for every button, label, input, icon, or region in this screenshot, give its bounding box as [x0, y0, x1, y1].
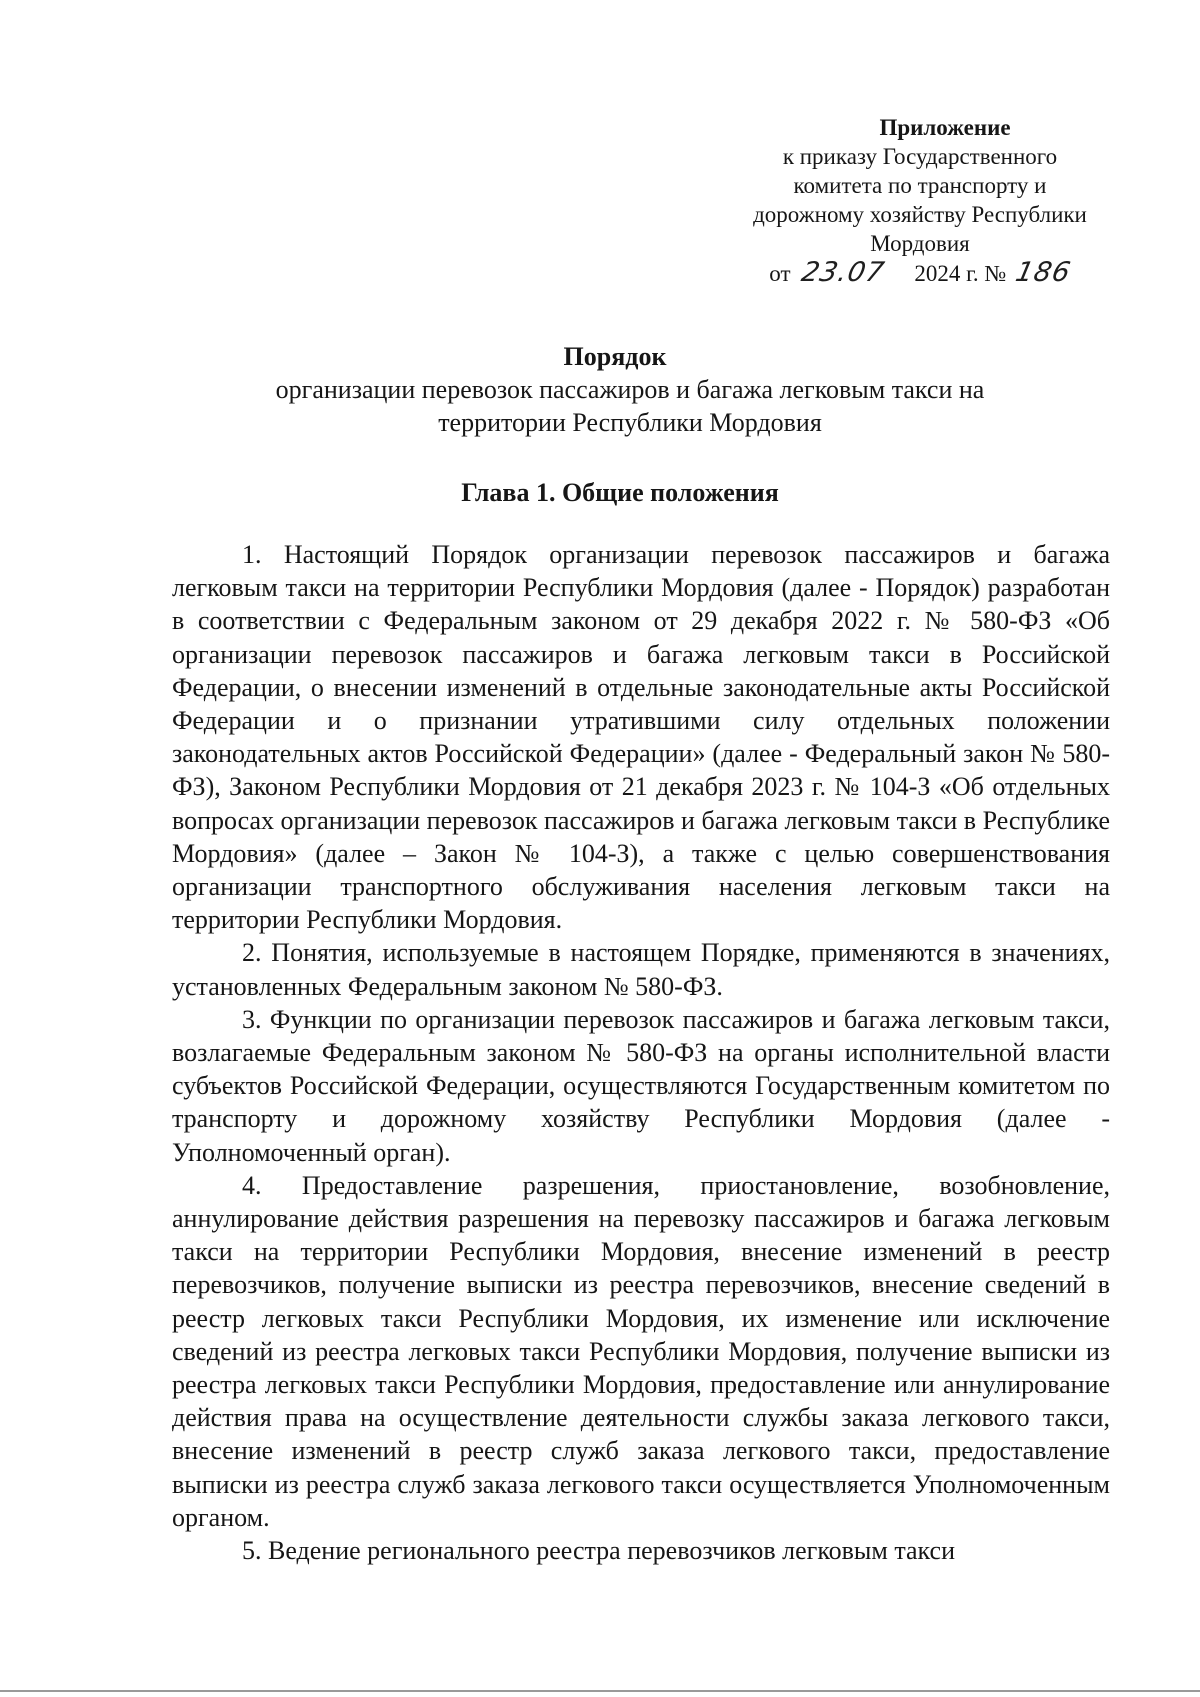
paragraph-1: 1. Настоящий Порядок организации перевозок пассажиров и багажа легковым такси на территории Республики Мордовия (далее - Порядок) разработан в соответствии с Федеральным законом от 29 декабря 2022 г. № 580-ФЗ «Об организации перевозок пассажиров и багажа легковым такси в Российской Федерации, о внесении изменений в отдельные законодательные акты Российской Федерации и о признании утратившими силу отдельных положении законодательных актов Российской Федерации» (далее - Федеральный закон № 580-ФЗ), Законом Республики Мордовия от 21 декабря 2023 г. № 104-З «Об отдельных вопросах организации перевозок пассажиров и багажа легковым такси в Республике Мордовия» (далее – Закон № 104-З), а также с целью совершенствования организации транспортного обслуживания населения легковым такси на территории Республики Мордовия.: [172, 540, 1110, 935]
paragraph-4: 4. Предоставление разрешения, приостановление, возобновление, аннулирование действия разрешения на перевозку пассажиров и багажа легковым такси на территории Республики Мордовия, внесение изменений в реестр перевозчиков, получение выписки из реестра перевозчиков, внесение сведений в реестр легковых такси Республики Мордовия, их изменение или исключение сведений из реестра легковых такси Республики Мордовия, получение выписки из реестра легковых такси Республики Мордовия, предоставление или аннулирование действия права на осуществление деятельности службы заказа легкового такси, внесение изменений в реестр служб заказа легкового такси, предоставление выписки из реестра служб заказа легкового такси осуществляется Уполномоченным органом.: [172, 1170, 1110, 1532]
approval-line-4: Мордовия: [870, 231, 970, 256]
chapter-heading: Глава 1. Общие положения: [461, 478, 779, 507]
document-subtitle-line-1: организации перевозок пассажиров и багажа легковым такси на: [275, 375, 985, 404]
approval-block: [730, 113, 1110, 290]
approval-line-1: к приказу Государственного: [782, 144, 1058, 169]
approval-date-prefix: от: [769, 261, 791, 286]
approval-line-3: дорожному хозяйству Республики: [753, 202, 1087, 227]
approval-line-2: комитета по транспорту и: [793, 173, 1047, 198]
handwritten-date: 23.07: [799, 257, 888, 288]
document-subtitle-line-2: территории Республики Мордовия: [438, 408, 822, 437]
handwritten-order-number: 186: [1012, 257, 1074, 288]
approval-title: Приложение: [879, 115, 1011, 140]
paragraph-5: 5. Ведение регионального реестра перевозчиков легковым такси: [242, 1536, 955, 1566]
document-body: [172, 538, 1110, 1567]
page-bottom-rule: [0, 1690, 1200, 1692]
paragraph-3: 3. Функции по организации перевозок пассажиров и багажа легковым такси, возлагаемые Федеральным законом № 580-ФЗ на органы исполнительной власти субъектов Российской Федерации, осуществляются Государственным комитетом по транспорту и дорожному хозяйству Республики Мордовия (далее - Уполномоченный орган).: [172, 1004, 1110, 1167]
paragraph-2: 2. Понятия, используемые в настоящем Порядке, применяются в значениях, установленных Федеральным законом № 580-ФЗ.: [172, 938, 1110, 1001]
document-title: Порядок: [563, 342, 667, 371]
approval-date-line: [730, 258, 1110, 290]
approval-year-number: 2024 г. №: [914, 261, 1007, 286]
title-block: [0, 341, 1200, 439]
